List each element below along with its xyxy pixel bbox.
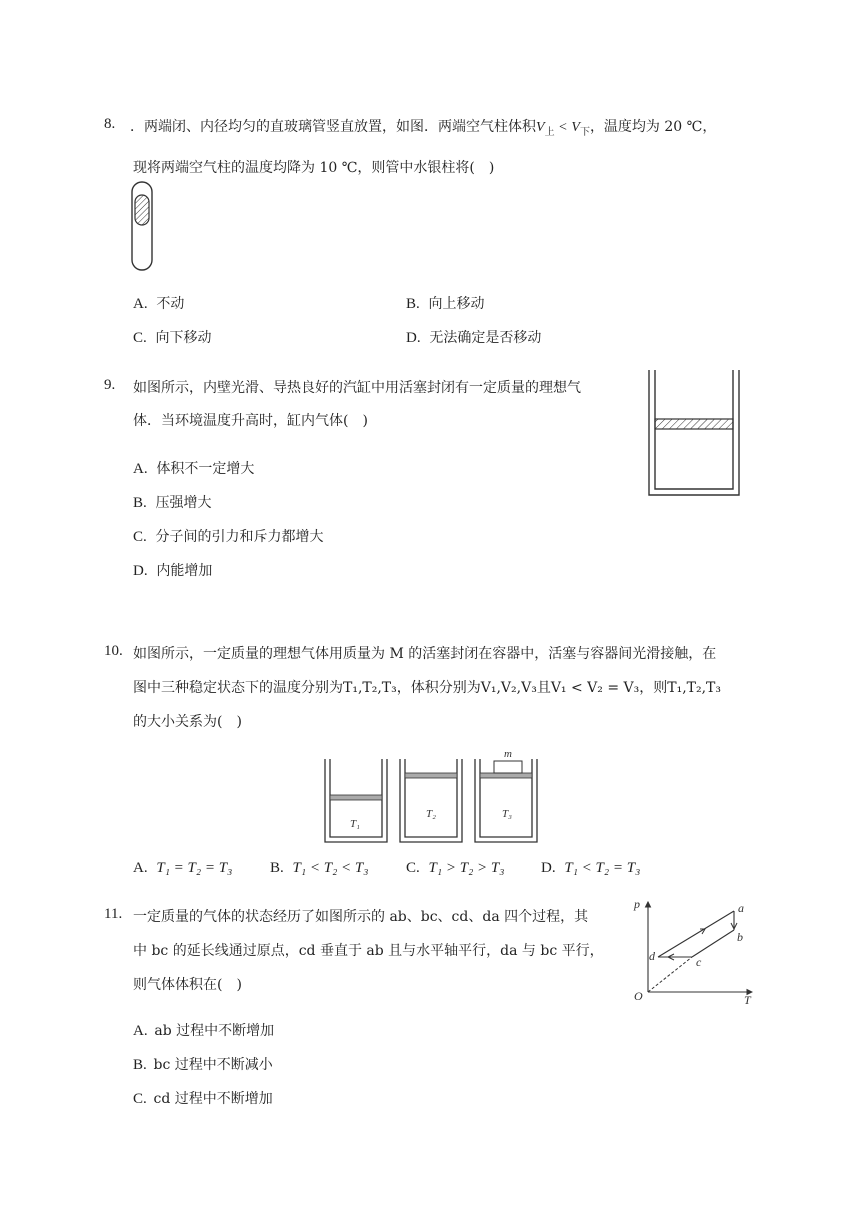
q10-option-a[interactable] xyxy=(133,858,232,877)
option-text: T₁ > T₂ > T₃ xyxy=(428,860,505,876)
point-d-label: d xyxy=(649,949,655,963)
sealed-tube-figure xyxy=(130,180,154,272)
option-letter: C. xyxy=(406,860,420,876)
question-8-line1-tail: ，温度均为 20 ℃， xyxy=(589,119,717,135)
option-text: T₁ = T₂ = T₃ xyxy=(156,860,233,876)
q10-option-b[interactable] xyxy=(270,858,368,877)
option-text: 内能增加 xyxy=(156,563,213,579)
container-3 xyxy=(475,748,537,842)
v-up-subscript: 上 xyxy=(544,126,555,138)
option-letter: C. xyxy=(133,529,147,545)
question-11-number: 11. xyxy=(104,906,123,922)
option-letter: B. xyxy=(406,296,420,312)
question-10-number: 10. xyxy=(104,643,123,659)
q9-option-b[interactable] xyxy=(133,492,212,512)
piston-3 xyxy=(480,773,532,778)
question-9-number: 9. xyxy=(104,377,116,393)
point-a-label: a xyxy=(738,901,744,915)
option-text: 向上移动 xyxy=(428,296,485,312)
question-11-line3: 则气体体积在( ) xyxy=(133,977,242,993)
option-text: 压强增大 xyxy=(155,495,212,511)
option-letter: D. xyxy=(406,330,421,346)
option-letter: C. xyxy=(133,1091,147,1107)
q11-option-a[interactable] xyxy=(133,1020,274,1040)
question-11-line1: 一定质量的气体的状态经历了如图所示的 ab、bc、cd、da 四个过程，其 xyxy=(133,909,589,925)
option-letter: A. xyxy=(133,296,148,312)
option-text: 无法确定是否移动 xyxy=(429,330,542,346)
option-letter: D. xyxy=(541,860,556,876)
q9-option-a[interactable] xyxy=(133,458,254,478)
process-bc xyxy=(692,930,734,957)
mercury-column xyxy=(135,195,149,225)
q10-option-c[interactable] xyxy=(406,858,504,877)
question-8-line1 xyxy=(130,116,716,138)
t-axis-label: T xyxy=(744,993,751,1007)
piston-1 xyxy=(330,795,382,800)
question-10-line1: 如图所示，一定质量的理想气体用质量为 M 的活塞封闭在容器中，活塞与容器间光滑接触，在 xyxy=(133,646,717,662)
container-2 xyxy=(400,759,462,842)
container-2-label: T₂ xyxy=(426,808,436,820)
q9-option-d[interactable] xyxy=(133,560,212,580)
piston-2 xyxy=(405,773,457,778)
q8-option-b[interactable] xyxy=(406,293,485,313)
container-3-label: T₃ xyxy=(502,808,512,820)
q9-option-c[interactable] xyxy=(133,526,324,546)
q11-option-c[interactable] xyxy=(133,1088,273,1108)
option-text: 体积不一定增大 xyxy=(156,461,255,477)
option-text: bc 过程中不断减小 xyxy=(153,1057,273,1073)
option-text: cd 过程中不断增加 xyxy=(153,1091,273,1107)
option-letter: B. xyxy=(270,860,284,876)
p-t-diagram xyxy=(628,896,758,1006)
option-letter: A. xyxy=(133,461,148,477)
q10-option-d[interactable] xyxy=(541,858,640,877)
option-text: 分子间的引力和斥力都增大 xyxy=(155,529,324,545)
option-letter: B. xyxy=(133,495,147,511)
option-text: 不动 xyxy=(156,296,185,312)
v-down-subscript: 下 xyxy=(579,126,590,138)
question-8-line1-text: ．两端闭、内径均匀的直玻璃管竖直放置，如图．两端空气柱体积 xyxy=(130,119,536,135)
option-text: T₁ < T₂ < T₃ xyxy=(292,860,369,876)
v-down-symbol: V xyxy=(571,120,580,135)
question-8-line2: 现将两端空气柱的温度均降为 10 ℃，则管中水银柱将( ) xyxy=(133,160,495,176)
option-letter: B. xyxy=(133,1057,147,1073)
process-da xyxy=(658,911,734,957)
point-c-label: c xyxy=(696,955,702,969)
option-text: 向下移动 xyxy=(155,330,212,346)
point-b-label: b xyxy=(737,930,743,944)
option-text: ab 过程中不断增加 xyxy=(154,1023,275,1039)
p-axis-label: p xyxy=(634,897,640,911)
v-up-symbol: V xyxy=(536,120,545,135)
q8-option-d[interactable] xyxy=(406,327,541,347)
piston xyxy=(655,419,733,429)
three-containers-figure xyxy=(322,745,542,845)
option-letter: C. xyxy=(133,330,147,346)
q11-option-b[interactable] xyxy=(133,1054,273,1074)
question-9-line1: 如图所示，内壁光滑、导热良好的汽缸中用活塞封闭有一定质量的理想气 xyxy=(133,380,581,396)
question-10-line2: 图中三种稳定状态下的温度分别为T₁,T₂,T₃，体积分别为V₁,V₂,V₃且V₁ < V₂ = V₃，则T₁,T₂,T₃ xyxy=(133,680,721,696)
origin-label: O xyxy=(634,989,643,1003)
container-1 xyxy=(325,759,387,842)
option-letter: A. xyxy=(133,860,148,876)
question-10-line3: 的大小关系为( ) xyxy=(133,714,242,730)
q8-option-a[interactable] xyxy=(133,293,184,313)
option-letter: D. xyxy=(133,563,148,579)
q8-option-c[interactable] xyxy=(133,327,212,347)
option-letter: A. xyxy=(133,1023,148,1039)
option-text: T₁ < T₂ = T₃ xyxy=(564,860,641,876)
cylinder-outer-wall xyxy=(649,370,739,495)
question-11-line2: 中 bc 的延长线通过原点，cd 垂直于 ab 且与水平轴平行，da 与 bc 平行， xyxy=(133,943,604,959)
question-9-line2: 体．当环境温度升高时，缸内气体( ) xyxy=(133,413,368,429)
cylinder-piston-figure xyxy=(645,368,741,498)
mass-block xyxy=(494,761,522,773)
mass-label: m xyxy=(504,748,512,760)
less-than-sign: < xyxy=(559,120,567,135)
container-1-label: T₁ xyxy=(350,818,360,830)
question-8-number: 8. xyxy=(104,116,116,132)
